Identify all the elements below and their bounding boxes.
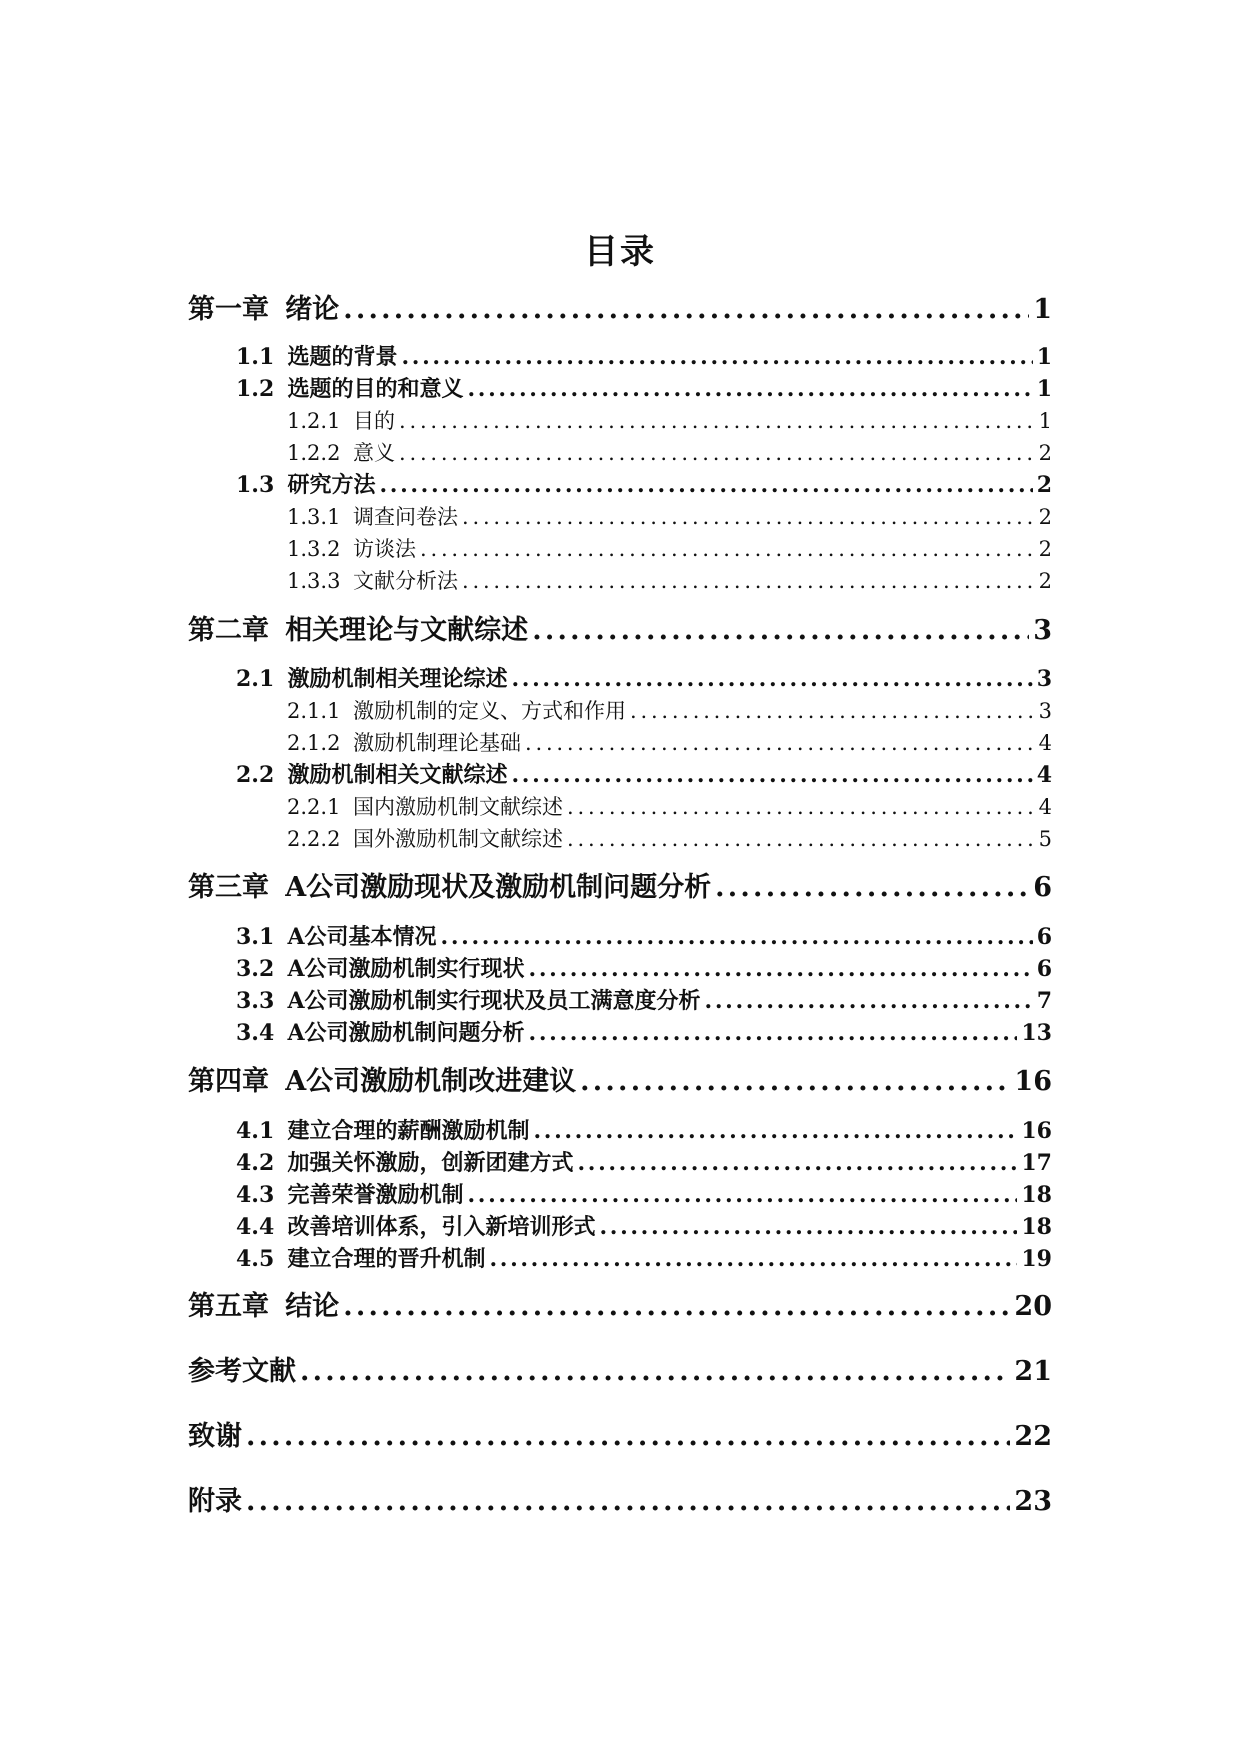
toc-entry-section[interactable] [236, 954, 1052, 984]
toc-title: 激励机制理论基础 [353, 731, 522, 755]
toc-number: 1.2.1 [287, 409, 341, 433]
toc-label [287, 566, 458, 596]
toc-label [287, 728, 521, 758]
toc-entry-subsection[interactable] [287, 824, 1052, 854]
toc-title: 致谢 [188, 1421, 242, 1452]
toc-title: A公司激励机制问题分析 [287, 1020, 525, 1046]
toc-label [287, 534, 416, 564]
toc-page-number: 3 [1036, 666, 1052, 692]
toc-title: 激励机制的定义、方式和作用 [353, 699, 627, 723]
toc-page-number: 3 [1038, 699, 1052, 723]
dot-leader [300, 1354, 1010, 1390]
toc-entry-section[interactable] [236, 1148, 1052, 1178]
toc-entry-subsection[interactable] [287, 406, 1052, 436]
toc-title: 国外激励机制文献综述 [353, 827, 564, 851]
toc-number: 2.2.1 [287, 795, 341, 819]
toc-title: 选题的目的和意义 [287, 376, 464, 402]
toc-page-number: 1 [1038, 409, 1052, 433]
toc-entry-section[interactable] [236, 1212, 1052, 1242]
toc-entry-subsection[interactable] [287, 696, 1052, 726]
toc-title: 文献分析法 [353, 569, 459, 593]
toc-title: A公司基本情况 [287, 924, 437, 950]
toc-label [236, 922, 437, 952]
dot-leader [401, 342, 1032, 372]
toc-page-number: 21 [1014, 1356, 1052, 1387]
dot-leader [246, 1484, 1010, 1520]
toc-label [236, 1180, 463, 1210]
toc-page-number: 4 [1038, 731, 1052, 755]
toc-title: 意义 [353, 441, 396, 465]
toc-label [236, 986, 701, 1016]
dot-leader [567, 824, 1035, 854]
toc-title: 相关理论与文献综述 [285, 615, 529, 646]
dot-leader [529, 954, 1033, 984]
toc-number: 4.3 [236, 1182, 275, 1208]
toc-title: 研究方法 [287, 472, 376, 498]
toc-number: 4.2 [236, 1150, 275, 1176]
dot-leader [599, 1212, 1017, 1242]
toc-title: 目的 [353, 409, 396, 433]
toc-number: 1.3 [236, 472, 275, 498]
toc-entry-chapter[interactable] [188, 870, 1052, 906]
toc-title: 结论 [285, 1291, 340, 1322]
toc-number: 3.1 [236, 924, 275, 950]
toc-label [188, 1289, 339, 1325]
toc-number: 2.2.2 [287, 827, 341, 851]
toc-title: 国内激励机制文献综述 [353, 795, 564, 819]
dot-leader [533, 1116, 1017, 1146]
toc-page-number: 5 [1038, 827, 1052, 851]
toc-number: 1.2.2 [287, 441, 341, 465]
toc-page-number: 20 [1014, 1291, 1052, 1322]
toc-label [188, 1484, 242, 1520]
toc-number: 3.3 [236, 988, 275, 1014]
toc-entry-subsection[interactable] [287, 438, 1052, 468]
toc-entry-chapter[interactable] [188, 613, 1052, 649]
toc-title: 激励机制相关文献综述 [287, 762, 508, 788]
toc-number: 3.4 [236, 1020, 275, 1046]
toc-entry-subsection[interactable] [287, 728, 1052, 758]
toc-label [287, 792, 563, 822]
toc-number: 3.2 [236, 956, 275, 982]
toc-entry-section[interactable] [236, 1244, 1052, 1274]
toc-label [236, 374, 463, 404]
toc-page-number: 16 [1014, 1066, 1052, 1097]
toc-label [188, 1354, 296, 1390]
toc-page-number: 23 [1014, 1486, 1052, 1517]
dot-leader [462, 502, 1035, 532]
toc-page-number: 18 [1021, 1214, 1052, 1240]
toc-number: 1.3.2 [287, 537, 341, 561]
toc-number: 2.1 [236, 666, 275, 692]
toc-label [188, 1419, 242, 1455]
toc-number: 2.1.2 [287, 731, 341, 755]
toc-title: A公司激励机制实行现状 [287, 956, 525, 982]
toc-label [287, 824, 563, 854]
toc-entry-chapter[interactable] [188, 292, 1052, 328]
toc-entry-section[interactable] [236, 374, 1052, 404]
toc-entry-chapter[interactable] [188, 1419, 1052, 1455]
toc-label [236, 1148, 573, 1178]
toc-number: 4.1 [236, 1118, 275, 1144]
toc-label [188, 1064, 576, 1100]
toc-label [287, 438, 395, 468]
toc-entry-section[interactable] [236, 760, 1052, 790]
dot-leader [379, 470, 1032, 500]
dot-leader [511, 664, 1032, 694]
toc-title: A公司激励机制实行现状及员工满意度分析 [287, 988, 701, 1014]
toc-entry-chapter[interactable] [188, 1484, 1052, 1520]
dot-leader [577, 1148, 1017, 1178]
toc-page-number: 2 [1038, 537, 1052, 561]
toc-entry-section[interactable] [236, 664, 1052, 694]
dot-leader [420, 534, 1035, 564]
toc-number: 4.5 [236, 1246, 275, 1272]
toc-entry-subsection[interactable] [287, 792, 1052, 822]
toc-number: 1.1 [236, 344, 275, 370]
toc-label [287, 502, 458, 532]
dot-leader [246, 1419, 1010, 1455]
toc-label [188, 292, 339, 328]
toc-title: 建立合理的晋升机制 [287, 1246, 486, 1272]
toc-page-number: 2 [1038, 505, 1052, 529]
toc-label [236, 954, 525, 984]
toc-title: 选题的背景 [287, 344, 398, 370]
toc-title: 完善荣誉激励机制 [287, 1182, 464, 1208]
dot-leader [580, 1064, 1010, 1100]
toc-page-number: 2 [1038, 441, 1052, 465]
toc-label [236, 470, 375, 500]
toc-entry-section[interactable] [236, 470, 1052, 500]
toc-page-number: 17 [1021, 1150, 1052, 1176]
toc-label [236, 1018, 525, 1048]
toc-entry-section[interactable] [236, 1180, 1052, 1210]
toc-number: 1.3.3 [287, 569, 341, 593]
toc-label [236, 760, 507, 790]
toc-page-number: 4 [1038, 795, 1052, 819]
dot-leader [399, 438, 1035, 468]
dot-leader [462, 566, 1035, 596]
dot-leader [630, 696, 1035, 726]
toc-label [188, 613, 528, 649]
toc-label [188, 870, 711, 906]
toc-page-number: 13 [1021, 1020, 1052, 1046]
toc-label [287, 696, 626, 726]
toc-title: 绪论 [285, 294, 340, 325]
dot-leader [529, 1018, 1018, 1048]
toc-title: 访谈法 [353, 537, 417, 561]
toc-title: A公司激励机制改进建议 [285, 1066, 577, 1097]
toc-page-number: 1 [1033, 294, 1052, 325]
toc-number: 第三章 [188, 872, 269, 903]
toc-page-number: 18 [1021, 1182, 1052, 1208]
toc-entry-section[interactable] [236, 342, 1052, 372]
dot-leader [705, 986, 1033, 1016]
toc-number: 2.1.1 [287, 699, 341, 723]
toc-number: 第四章 [188, 1066, 269, 1097]
toc-page-number: 3 [1033, 615, 1052, 646]
toc-title: 参考文献 [188, 1356, 296, 1387]
toc-page-number: 4 [1036, 762, 1052, 788]
toc-label [287, 406, 395, 436]
toc-page-number: 1 [1036, 376, 1052, 402]
toc-entry-subsection[interactable] [287, 534, 1052, 564]
toc-page-number: 19 [1021, 1246, 1052, 1272]
toc-number: 4.4 [236, 1214, 275, 1240]
dot-leader [489, 1244, 1017, 1274]
toc-title: 调查问卷法 [353, 505, 459, 529]
toc-entry-section[interactable] [236, 1116, 1052, 1146]
toc-page-number: 6 [1036, 956, 1052, 982]
dot-leader [343, 292, 1029, 328]
dot-leader [467, 1180, 1017, 1210]
dot-leader [525, 728, 1035, 758]
dot-leader [441, 922, 1033, 952]
toc-page-number: 1 [1036, 344, 1052, 370]
toc-title: 激励机制相关理论综述 [287, 666, 508, 692]
toc-number: 1.3.1 [287, 505, 341, 529]
toc-page-number: 22 [1014, 1421, 1052, 1452]
toc-title: 加强关怀激励，创新团建方式 [287, 1150, 574, 1176]
toc-page-number: 6 [1036, 924, 1052, 950]
toc-entry-section[interactable] [236, 1018, 1052, 1048]
toc-title: 建立合理的薪酬激励机制 [287, 1118, 530, 1144]
toc-label [236, 1212, 595, 1242]
toc-number: 第一章 [188, 294, 269, 325]
dot-leader [467, 374, 1032, 404]
dot-leader [532, 613, 1029, 649]
toc-title: 附录 [188, 1486, 242, 1517]
toc-page-number: 2 [1038, 569, 1052, 593]
toc-label [236, 342, 397, 372]
dot-leader [343, 1289, 1010, 1325]
dot-leader [715, 870, 1029, 906]
toc-number: 第二章 [188, 615, 269, 646]
toc-label [236, 1244, 485, 1274]
toc-number: 1.2 [236, 376, 275, 402]
toc-entry-chapter[interactable] [188, 1289, 1052, 1325]
toc-page-number: 7 [1036, 988, 1052, 1014]
toc-entry-chapter[interactable] [188, 1064, 1052, 1100]
toc-entry-section[interactable] [236, 922, 1052, 952]
toc-label [236, 1116, 529, 1146]
toc-page-number: 6 [1033, 872, 1052, 903]
toc-entry-subsection[interactable] [287, 502, 1052, 532]
dot-leader [399, 406, 1035, 436]
toc-entry-subsection[interactable] [287, 566, 1052, 596]
toc-number: 第五章 [188, 1291, 269, 1322]
dot-leader [511, 760, 1032, 790]
toc-title: A公司激励现状及激励机制问题分析 [285, 872, 712, 903]
toc-page-number: 16 [1021, 1118, 1052, 1144]
toc-entry-section[interactable] [236, 986, 1052, 1016]
page-title: 目录 [584, 231, 656, 272]
toc-title: 改善培训体系，引入新培训形式 [287, 1214, 596, 1240]
toc-page-number: 2 [1036, 472, 1052, 498]
dot-leader [567, 792, 1035, 822]
toc-label [236, 664, 507, 694]
toc-entry-chapter[interactable] [188, 1354, 1052, 1390]
toc-number: 2.2 [236, 762, 275, 788]
